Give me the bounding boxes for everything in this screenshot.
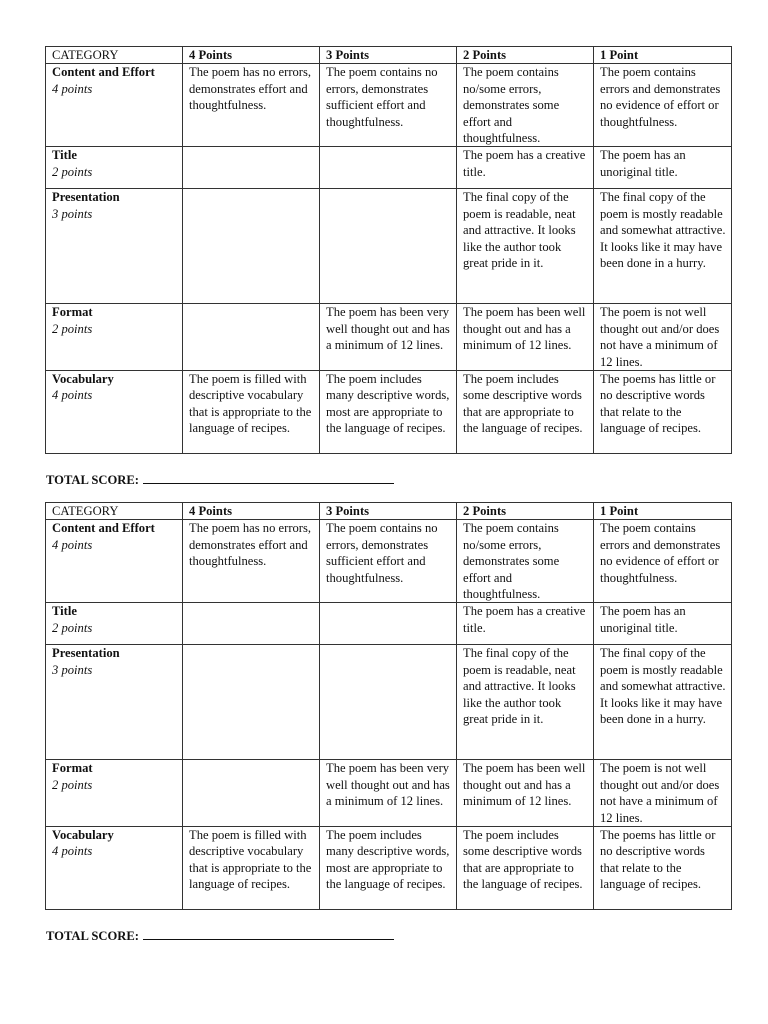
category-name: Vocabulary (52, 372, 114, 387)
criteria-3-points: The poem contains no errors, demonstrates sufficient effort and thoughtfulness. (320, 64, 457, 147)
rubric-row-title (46, 603, 732, 645)
category-points: 2 points (52, 777, 93, 792)
criteria-4-points (183, 645, 320, 760)
criteria-1-point: The poem has an unoriginal title. (594, 603, 732, 645)
category-name: Vocabulary (52, 828, 114, 843)
criteria-2-points: The poem includes some descriptive words that are appropriate to the language of recipes. (457, 827, 594, 910)
category-cell (46, 64, 183, 147)
category-name: Presentation (52, 646, 120, 661)
criteria-2-points: The final copy of the poem is readable, neat and attractive. It looks like the author took great pride in it. (457, 189, 594, 304)
criteria-1-point: The poem is not well thought out and/or does not have a minimum of 12 lines. (594, 760, 732, 827)
category-name: Content and Effort (52, 65, 155, 80)
rubric-row-vocabulary (46, 827, 732, 910)
criteria-3-points (320, 645, 457, 760)
category-cell (46, 147, 183, 189)
category-points: 4 points (52, 388, 93, 403)
criteria-1-point: The poem contains errors and demonstrates no evidence of effort or thoughtfulness. (594, 520, 732, 603)
category-cell (46, 520, 183, 603)
category-cell (46, 645, 183, 760)
rubric-table-1 (45, 46, 732, 454)
category-cell (46, 827, 183, 910)
rubric-row-content-effort (46, 64, 732, 147)
rubric-header-row (46, 503, 732, 520)
category-points: 2 points (52, 164, 93, 179)
criteria-2-points: The poem has been well thought out and has a minimum of 12 lines. (457, 304, 594, 371)
criteria-4-points (183, 760, 320, 827)
category-cell (46, 371, 183, 454)
header-category: CATEGORY (46, 503, 183, 520)
header-2-points: 2 Points (457, 503, 594, 520)
criteria-2-points: The poem has a creative title. (457, 603, 594, 645)
criteria-3-points: The poem has been very well thought out and has a minimum of 12 lines. (320, 304, 457, 371)
category-cell (46, 760, 183, 827)
criteria-4-points: The poem is filled with descriptive vocabulary that is appropriate to the language of recipes. (183, 827, 320, 910)
total-score-blank[interactable] (143, 471, 394, 484)
criteria-3-points (320, 147, 457, 189)
total-score-label: TOTAL SCORE: (46, 473, 139, 487)
criteria-3-points (320, 603, 457, 645)
criteria-1-point: The final copy of the poem is mostly readable and somewhat attractive. It looks like it may have been done in a hurry. (594, 189, 732, 304)
rubric-row-vocabulary (46, 371, 732, 454)
total-score-label: TOTAL SCORE: (46, 929, 139, 943)
category-points: 4 points (52, 537, 93, 552)
total-score-blank[interactable] (143, 927, 394, 940)
rubric-row-presentation (46, 189, 732, 304)
header-3-points: 3 Points (320, 47, 457, 64)
rubric-row-format (46, 760, 732, 827)
category-points: 4 points (52, 844, 93, 859)
header-1-point: 1 Point (594, 47, 732, 64)
rubric-row-content-effort (46, 520, 732, 603)
category-cell (46, 189, 183, 304)
criteria-1-point: The poems has little or no descriptive words that relate to the language of recipes. (594, 371, 732, 454)
header-3-points: 3 Points (320, 503, 457, 520)
category-points: 3 points (52, 662, 93, 677)
rubric-header-row (46, 47, 732, 64)
criteria-1-point: The poems has little or no descriptive words that relate to the language of recipes. (594, 827, 732, 910)
criteria-2-points: The poem includes some descriptive words that are appropriate to the language of recipes. (457, 371, 594, 454)
rubric-table-2 (45, 502, 732, 910)
total-score-line-1 (46, 471, 394, 488)
criteria-3-points: The poem includes many descriptive words, most are appropriate to the language of recipes. (320, 371, 457, 454)
criteria-4-points: The poem is filled with descriptive vocabulary that is appropriate to the language of recipes. (183, 371, 320, 454)
criteria-3-points: The poem contains no errors, demonstrates sufficient effort and thoughtfulness. (320, 520, 457, 603)
criteria-2-points: The final copy of the poem is readable, neat and attractive. It looks like the author took great pride in it. (457, 645, 594, 760)
criteria-4-points (183, 603, 320, 645)
header-category: CATEGORY (46, 47, 183, 64)
criteria-2-points: The poem contains no/some errors, demonstrates some effort and thoughtfulness. (457, 520, 594, 603)
category-name: Content and Effort (52, 521, 155, 536)
criteria-2-points: The poem contains no/some errors, demonstrates some effort and thoughtfulness. (457, 64, 594, 147)
category-points: 2 points (52, 620, 93, 635)
criteria-3-points: The poem includes many descriptive words, most are appropriate to the language of recipes. (320, 827, 457, 910)
criteria-1-point: The poem contains errors and demonstrates no evidence of effort or thoughtfulness. (594, 64, 732, 147)
category-name: Format (52, 305, 93, 320)
criteria-4-points: The poem has no errors, demonstrates effort and thoughtfulness. (183, 64, 320, 147)
rubric-row-presentation (46, 645, 732, 760)
category-cell (46, 304, 183, 371)
header-4-points: 4 Points (183, 47, 320, 64)
category-name: Presentation (52, 190, 120, 205)
criteria-2-points: The poem has a creative title. (457, 147, 594, 189)
header-1-point: 1 Point (594, 503, 732, 520)
criteria-4-points: The poem has no errors, demonstrates effort and thoughtfulness. (183, 520, 320, 603)
rubric-row-title (46, 147, 732, 189)
criteria-1-point: The poem has an unoriginal title. (594, 147, 732, 189)
criteria-3-points (320, 189, 457, 304)
criteria-1-point: The poem is not well thought out and/or does not have a minimum of 12 lines. (594, 304, 732, 371)
category-cell (46, 603, 183, 645)
header-4-points: 4 Points (183, 503, 320, 520)
criteria-3-points: The poem has been very well thought out and has a minimum of 12 lines. (320, 760, 457, 827)
header-2-points: 2 Points (457, 47, 594, 64)
category-name: Title (52, 148, 77, 163)
criteria-4-points (183, 147, 320, 189)
criteria-4-points (183, 189, 320, 304)
total-score-line-2 (46, 927, 394, 944)
category-points: 2 points (52, 321, 93, 336)
criteria-1-point: The final copy of the poem is mostly readable and somewhat attractive. It looks like it may have been done in a hurry. (594, 645, 732, 760)
rubric-row-format (46, 304, 732, 371)
category-points: 3 points (52, 206, 93, 221)
criteria-2-points: The poem has been well thought out and has a minimum of 12 lines. (457, 760, 594, 827)
criteria-4-points (183, 304, 320, 371)
category-points: 4 points (52, 81, 93, 96)
category-name: Format (52, 761, 93, 776)
category-name: Title (52, 604, 77, 619)
